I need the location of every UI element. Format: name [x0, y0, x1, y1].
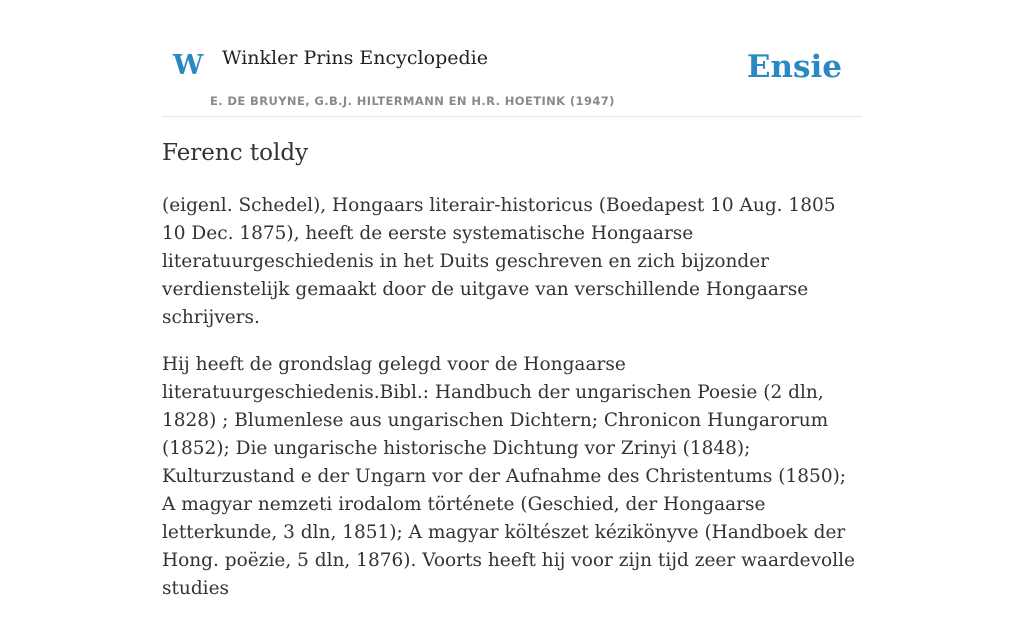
ensie-logo[interactable]: Ensie	[746, 49, 842, 85]
article-paragraph: Hij heeft de grondslag gelegd voor de Hongaarse literatuurgeschiedenis.Bibl.: Handbuch der ungarischen Poesie (2 dln, 1828) ; Blumenlese aus ungarischen Dichtern; Chronicon Hungarorum (1852); Die ungarische historische Dichtung vor Zrinyi (1848); Kulturzustand e der Ungarn vor der Aufnahme des Christentums (1850); A magyar nemzeti irodalom története (Geschied, der Hongaarse letterkunde, 3 dln, 1851); A magyar költészet kézikönyve (Handboek der Hong. poëzie, 5 dln, 1876). Voorts heeft hij voor zijn tijd zeer waardevolle studies	[162, 354, 855, 599]
article-body	[162, 192, 862, 622]
winkler-prins-logo[interactable]: W	[173, 50, 204, 81]
source-title-link[interactable]: Winkler Prins Encyclopedie	[222, 47, 488, 69]
article-title: Ferenc toldy	[162, 140, 309, 166]
article-paragraph: (eigenl. Schedel), Hongaars literair-historicus (Boedapest 10 Aug. 1805 10 Dec. 1875), heeft de eerste systematische Hongaarse literatuurgeschiedenis in het Duits geschreven en zich bijzonder verdienstelijk gemaakt door de uitgave van verschillende Hongaarse schrijvers.	[162, 195, 836, 328]
source-authors: E. DE BRUYNE, G.B.J. HILTERMANN EN H.R. HOETINK (1947)	[210, 94, 615, 108]
page	[162, 0, 862, 599]
source-header	[162, 0, 862, 117]
